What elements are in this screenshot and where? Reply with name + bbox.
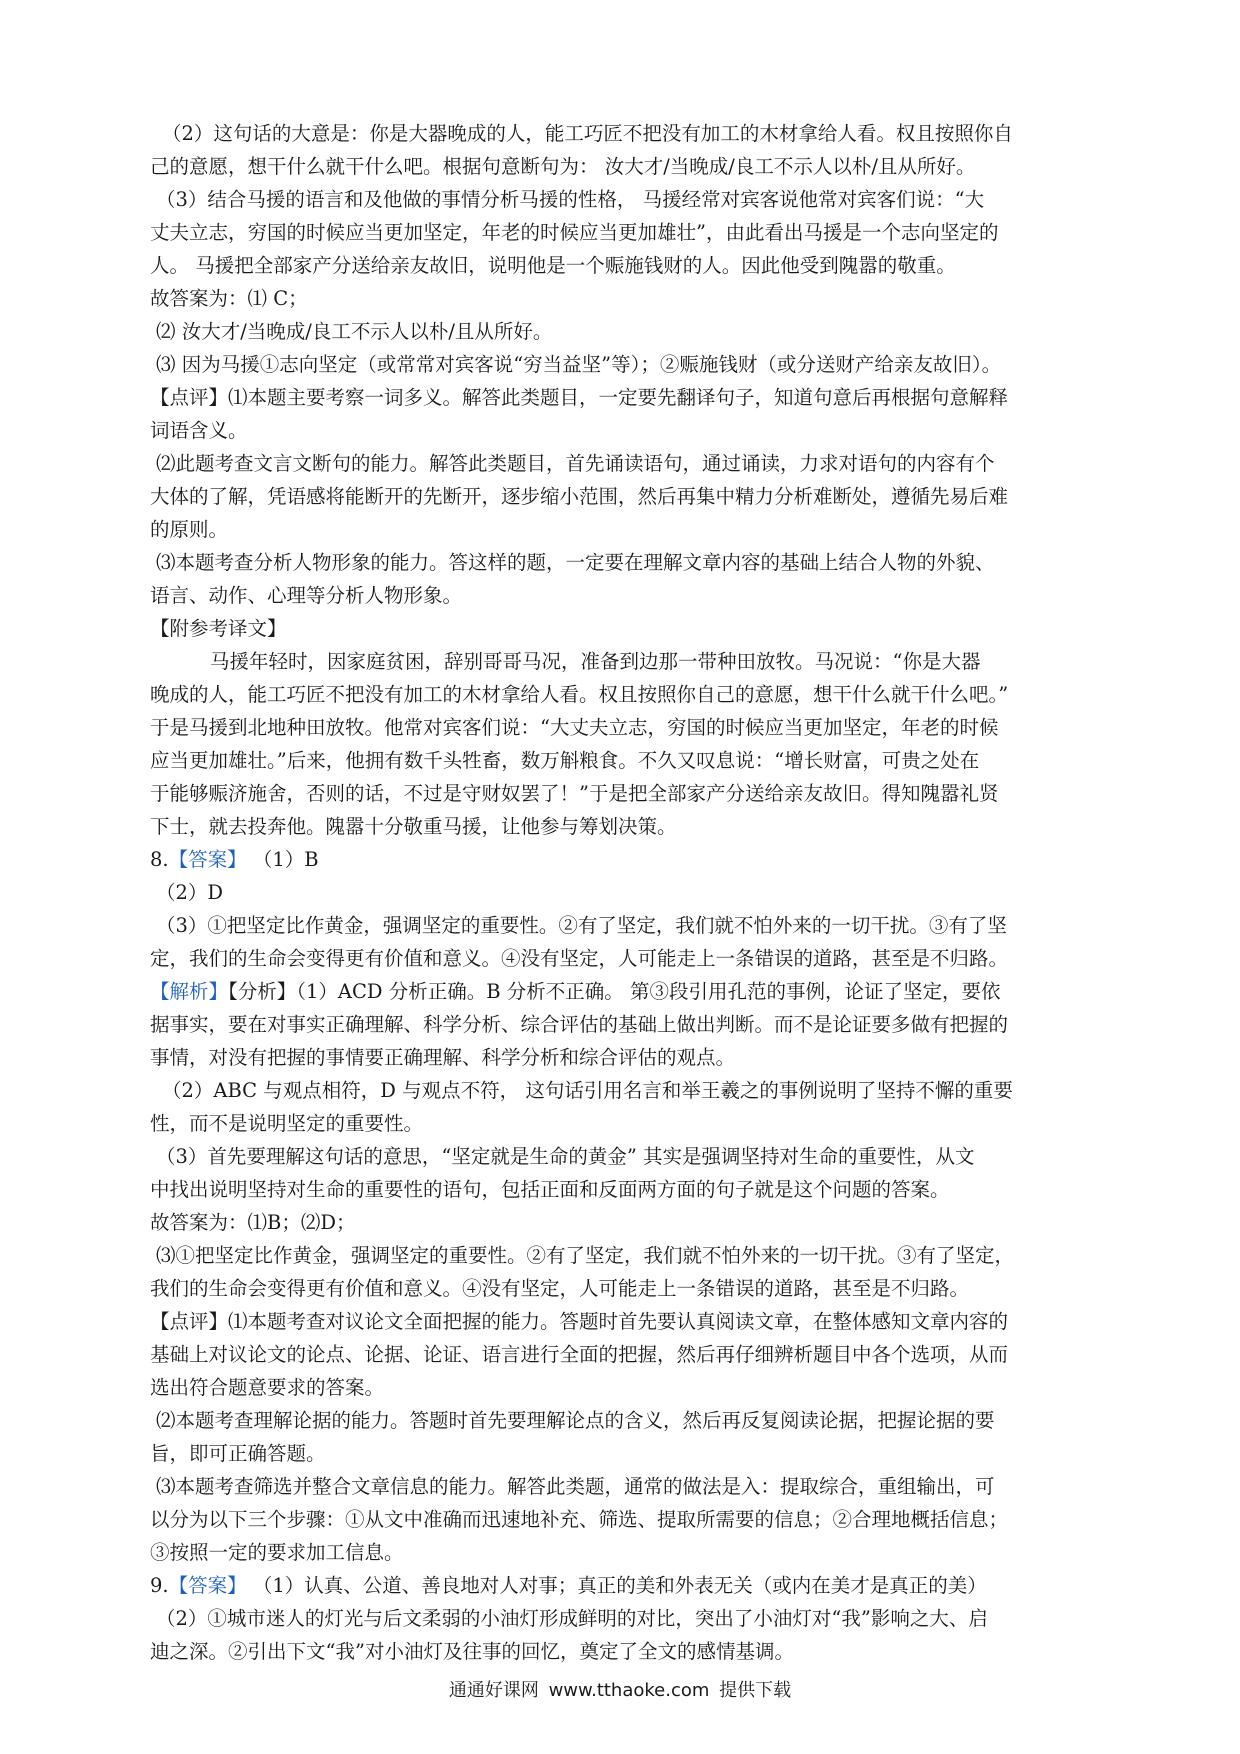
text-line: 【点评】⑴本题主要考察一词多义。解答此类题目，一定要先翻译句子，知道句意后再根据句意解释 [150, 386, 1009, 409]
text-line: 应当更加雄壮。”后来，他拥有数千头牲畜，数万斛粮食。不久又叹息说：“增长财富，可贵之处在 [150, 749, 980, 772]
text-line: 据事实，要在对事实正确理解、科学分析、综合评估的基础上做出判断。而不是论证要多做有把握的 [150, 1013, 1009, 1036]
text-line: ⑵此题考查文言文断句的能力。解答此类题目，首先诵读语句，通过诵读，力求对语句的内容有个 [156, 452, 995, 475]
text-line: 晚成的人，能工巧匠不把没有加工的木材拿给人看。权且按照你自己的意愿，想干什么就干什么吧。” [150, 683, 1009, 706]
text-line: 于能够赈济施舍，否则的话，不过是守财奴罢了！”于是把全部家产分送给亲友故旧。得知隗嚣礼贤 [150, 782, 999, 805]
text-line: 己的意愿，想干什么就干什么吧。根据句意断句为： 汝大才/当晚成/良工不示人以朴/且从所好。 [150, 155, 976, 178]
question-9-answer-line [150, 1569, 1094, 1602]
question-8-answer-line [150, 843, 1094, 876]
text-line: 下士，就去投奔他。隗嚣十分敬重马援，让他参与筹划决策。 [150, 815, 677, 838]
text-line: 丈夫立志，穷国的时候应当更加坚定，年老的时候应当更加雄壮”，由此看出马援是一个志向坚定的 [150, 221, 999, 244]
text-line: ⑵ 汝大才/当晚成/良工不示人以朴/且从所好。 [156, 320, 553, 343]
answer-tag: 【答案】 [168, 1574, 247, 1597]
text-line: 人。 马援把全部家产分送给亲友故旧，说明他是一个赈施钱财的人。因此他受到隗嚣的敬重。 [150, 254, 956, 277]
text-line: 基础上对议论文的论点、论据、论证、语言进行全面的把握，然后再仔细辨析题目中各个选项，从而 [150, 1343, 1009, 1366]
footer-suffix: 提供下载 [719, 1680, 792, 1701]
question-number: 9. [150, 1574, 169, 1597]
analysis-line [150, 975, 1094, 1008]
text-line: 于是马援到北地种田放牧。他常对宾客们说：“大丈夫立志，穷国的时候应当更加坚定，年老的时候 [150, 716, 999, 739]
text-line: 词语含义。 [150, 419, 248, 442]
text-line: ⑵本题考查理解论据的能力。答题时首先要理解论点的含义，然后再反复阅读论据，把握论据的要 [156, 1409, 995, 1432]
analysis-tag: 【解析】 [150, 980, 229, 1003]
text-line: （3）①把坚定比作黄金，强调坚定的重要性。②有了坚定，我们就不怕外来的一切干扰。③有了坚 [156, 914, 1007, 937]
text-line: （2）①城市迷人的灯光与后文柔弱的小油灯形成鲜明的对比，突出了小油灯对“我”影响之大、启 [156, 1607, 988, 1630]
text-line: 故答案为：⑴ C； [150, 287, 308, 310]
footer-url: www.tthaoke.com [548, 1680, 710, 1701]
text-line: 事情，对没有把握的事情要正确理解、科学分析和综合评估的观点。 [150, 1046, 736, 1069]
text-line: 以分为以下三个步骤：①从文中准确而迅速地补充、筛选、提取所需要的信息；②合理地概括信息； [150, 1508, 1009, 1531]
text-line: 【点评】⑴本题考查对议论文全面把握的能力。答题时首先要认真阅读文章，在整体感知文章内容的 [150, 1310, 1009, 1333]
text-line: 语言、动作、心理等分析人物形象。 [150, 584, 463, 607]
section-heading: 【附参考译文】 [150, 617, 287, 640]
text-line: （2）这句话的大意是：你是大器晚成的人，能工巧匠不把没有加工的木材拿给人看。权且按照你自 [162, 122, 1013, 145]
text-line: ⑶本题考查筛选并整合文章信息的能力。解答此类题，通常的做法是入：提取综合，重组输出，可 [156, 1475, 995, 1498]
page-footer [0, 1676, 1240, 1702]
text-line: ⑶本题考查分析人物形象的能力。答这样的题，一定要在理解文章内容的基础上结合人物的外貌、 [156, 551, 995, 574]
text-line: （2）ABC 与观点相符，D 与观点不符， 这句话引用名言和举王羲之的事例说明了坚持不懈的重要 [162, 1079, 1013, 1102]
answer-tag: 【答案】 [168, 848, 247, 871]
text-line: ⑶ 因为马援①志向坚定（或常常对宾客说“穷当益坚”等）；②赈施钱财（或分送财产给亲友故旧）。 [156, 353, 1002, 376]
text-line: 迪之深。②引出下文“我”对小油灯及往事的回忆，奠定了全文的感情基调。 [150, 1640, 794, 1663]
answer-part: （1）认真、公道、善良地对人对事；真正的美和外表无关（或内在美才是真正的美） [252, 1574, 987, 1597]
text-line: （3）结合马援的语言和及他做的事情分析马援的性格， 马援经常对宾客说他常对宾客们说：“大 [156, 188, 985, 211]
text-line: 我们的生命会变得更有价值和意义。④没有坚定，人可能走上一条错误的道路，甚至是不归路。 [150, 1277, 970, 1300]
text-line: 大体的了解，凭语感将能断开的先断开，逐步缩小范围，然后再集中精力分析难断处，遵循先易后难 [150, 485, 1009, 508]
text-line: ⑶①把坚定比作黄金，强调坚定的重要性。②有了坚定，我们就不怕外来的一切干扰。③有了坚定， [156, 1244, 1015, 1267]
text-line: 定，我们的生命会变得更有价值和意义。④没有坚定，人可能走上一条错误的道路，甚至是不归路。 [150, 947, 1009, 970]
text-line: （2）D [156, 881, 224, 904]
text-line: 选出符合题意要求的答案。 [150, 1376, 385, 1399]
text-line: ③按照一定的要求加工信息。 [150, 1541, 404, 1564]
footer-site-name: 通通好课网 [448, 1680, 539, 1701]
document-body [150, 117, 1094, 1668]
question-number: 8. [150, 848, 169, 871]
text-line: 故答案为：⑴B；⑵D； [150, 1211, 356, 1234]
answer-part: （1）B [252, 848, 319, 871]
text-line: 旨，即可正确答题。 [150, 1442, 326, 1465]
text-line: 马援年轻时，因家庭贫困，辞别哥哥马况，准备到边那一带种田放牧。马况说：“你是大器 [210, 650, 981, 673]
text-line: （3）首先要理解这句话的意思，“坚定就是生命的黄金” 其实是强调坚持对生命的重要性，从文 [156, 1145, 975, 1168]
text-line: 性，而不是说明坚定的重要性。 [150, 1112, 424, 1135]
text-line: 中找出说明坚持对生命的重要性的语句，包括正面和反面两方面的句子就是这个问题的答案。 [150, 1178, 950, 1201]
text-line: 的原则。 [150, 518, 229, 541]
analysis-text: 【分析】（1）ACD 分析正确。B 分析不正确。 第③段引用孔范的事例，论证了坚定，要依 [228, 980, 1001, 1003]
